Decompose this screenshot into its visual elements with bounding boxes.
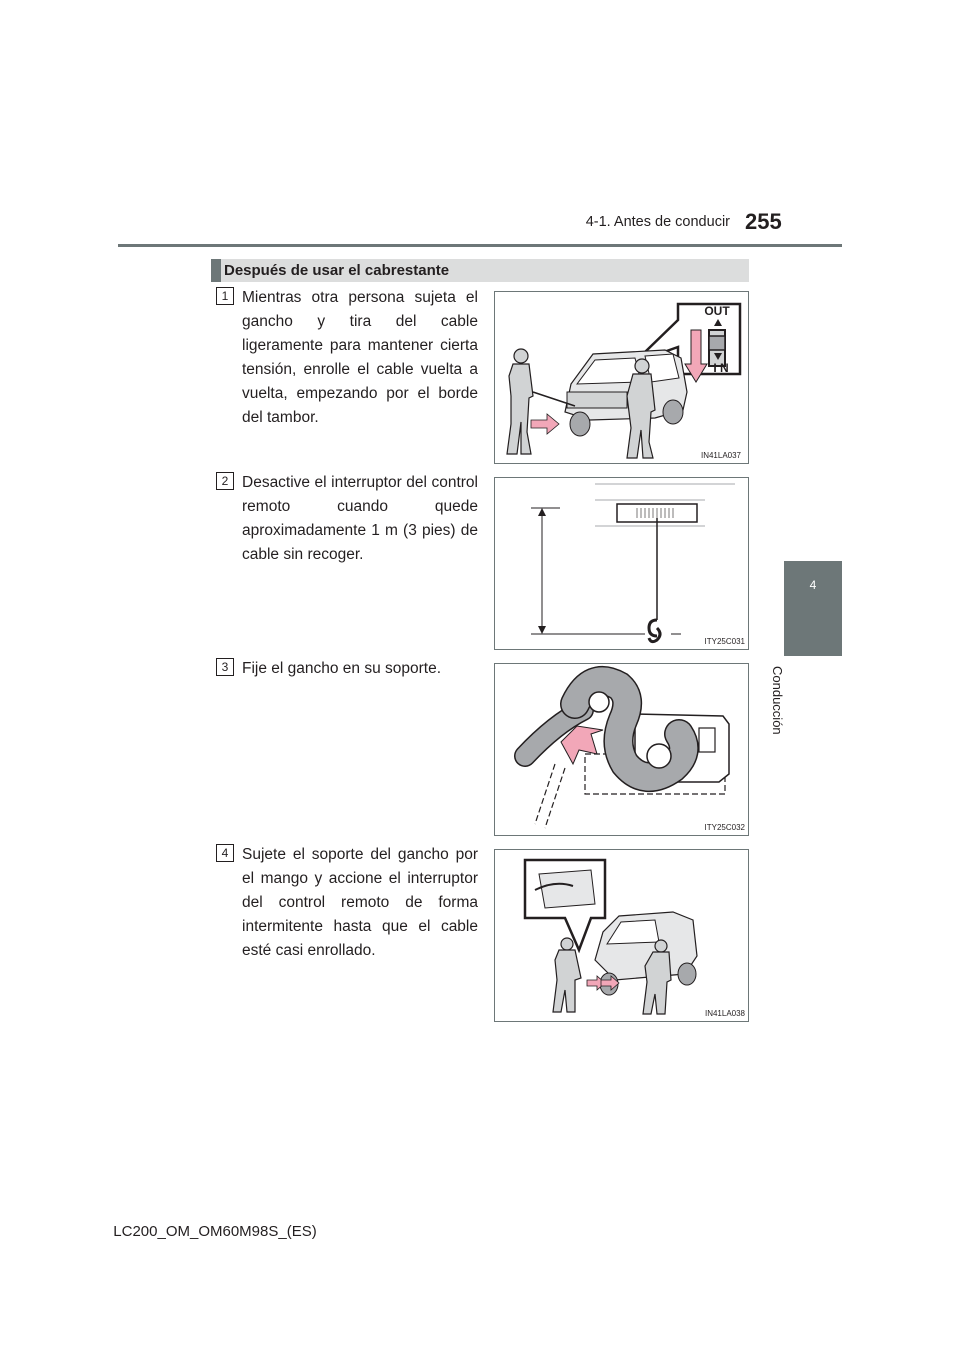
header-section-title: 4-1. Antes de conducir	[585, 214, 730, 230]
figure-code-2: ITY25C031	[704, 637, 745, 646]
figure-2	[494, 477, 749, 650]
in-label: I N	[713, 361, 729, 375]
step-number-2: 2	[216, 472, 234, 490]
figure-3	[494, 663, 749, 836]
figure-code-4: IN41LA038	[704, 1009, 745, 1018]
step-number-4: 4	[216, 844, 234, 862]
hook-mount-illustration	[495, 664, 748, 835]
section-title: Después de usar el cabrestante	[224, 262, 450, 279]
winch-rewind-illustration	[495, 292, 748, 463]
step-text-2: Desactive el interruptor del control remoto cuando quede aproximadamente 1 m (3 pies) de cable sin recoger.	[242, 474, 478, 563]
header-rule	[118, 244, 842, 247]
winch-handle-illustration	[495, 850, 748, 1021]
chapter-label-text: Conducción	[770, 666, 785, 735]
chapter-tab	[784, 561, 842, 656]
step-number-3: 3	[216, 658, 234, 676]
figure-4	[494, 849, 749, 1022]
step-text-1: Mientras otra persona sujeta el gancho y tira del cable ligeramente para mantener cierta tensión, enrolle el cable vuelta a vuelta, empezando por el borde del tambor.	[242, 289, 478, 426]
chapter-tab-number: 4	[809, 578, 817, 592]
figure-code-1: IN41LA037	[700, 451, 741, 460]
page-number: 255	[745, 209, 782, 234]
footer-document-code: LC200_OM_OM60M98S_(ES)	[113, 1223, 317, 1240]
figure-code-3: ITY25C032	[704, 823, 745, 832]
step-text-4: Sujete el soporte del gancho por el mango y accione el interruptor del control remoto de forma intermitente hasta que el cable esté casi enrollado.	[242, 846, 478, 959]
figure-1	[494, 291, 749, 464]
step-text-3: Fije el gancho en su soporte.	[242, 660, 442, 677]
chapter-label	[770, 666, 803, 776]
out-label: OUT	[704, 304, 730, 318]
step-number-1: 1	[216, 287, 234, 305]
cable-length-illustration	[495, 478, 748, 649]
